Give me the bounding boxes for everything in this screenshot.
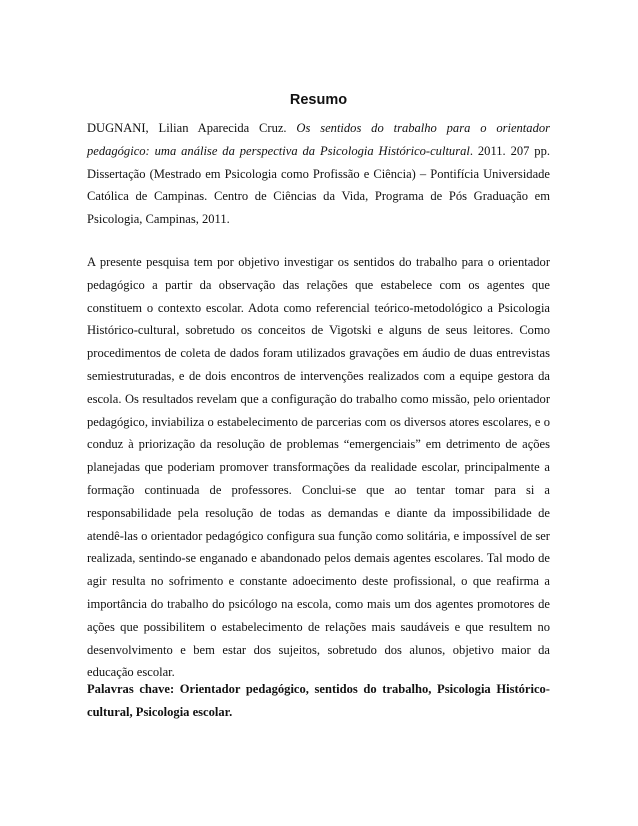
- abstract-line: escola. Os resultados revelam que a configuração do trabalho como missão, pelo orientador: [87, 391, 550, 406]
- abstract-line: procedimentos de coleta de dados foram utilizados gravações em áudio de duas entrevistas: [87, 346, 550, 361]
- keywords-line: Palavras chave: Orientador pedagógico, sentidos do trabalho, Psicologia Histórico-: [87, 682, 550, 696]
- reference-line: pedagógico: uma análise da perspectiva da Psicologia Histórico-cultural. 2011. 207 pp.: [87, 143, 550, 158]
- abstract-line: semiestruturadas, e de dois encontros de intervenções realizados com a equipe gestora da: [87, 368, 550, 383]
- abstract-line: A presente pesquisa tem por objetivo investigar os sentidos do trabalho para o orientador: [87, 255, 550, 269]
- reference-line: Católica de Campinas. Centro de Ciências da Vida, Programa de Pós Graduação em: [87, 189, 550, 204]
- reference-line: DUGNANI, Lilian Aparecida Cruz. Os sentidos do trabalho para o orientador: [87, 121, 550, 135]
- abstract-line: pedagógico, inviabiliza o estabelecimento de parcerias com os diversos atores escolares, e o: [87, 414, 550, 429]
- abstract-line: agir resulta no sofrimento e constante adoecimento deste profissional, o que reafirma a: [87, 574, 550, 589]
- abstract-line: pedagógico a partir da observação das relações que estabelece com os agentes que: [87, 277, 550, 292]
- abstract-line: responsabilidade pela resolução de todas as demandas e diante da impossibilidade de: [87, 505, 550, 520]
- abstract-line: planejadas que poderiam promover transformações da realidade escolar, principalmente a: [87, 460, 550, 475]
- abstract-line: realizada, sentindo-se enganado e abandonado pelos demais agentes escolares. Tal modo de: [87, 551, 550, 566]
- bibliographic-reference: [87, 117, 550, 231]
- abstract-line: constituem o contexto escolar. Adota como referencial teórico-metodológico a Psicologia: [87, 300, 550, 315]
- keywords: [87, 678, 550, 724]
- abstract-line: conduz à priorização da resolução de problemas “emergenciais” em detrimento de ações: [87, 437, 550, 452]
- reference-line: Dissertação (Mestrado em Psicologia como Profissão e Ciência) – Pontifícia Universidade: [87, 166, 550, 181]
- reference-line: Psicologia, Campinas, 2011.: [87, 212, 230, 227]
- abstract-line: importância do trabalho do psicólogo na escola, como mais um dos agentes promotores de: [87, 596, 550, 611]
- abstract-line: atendê-las o orientador pedagógico configura sua função como solitária, e impossível de ser: [87, 528, 550, 543]
- abstract-line: ações que possibilitem o estabelecimento de relações mais saudáveis e que resultem no: [87, 619, 550, 634]
- abstract-title: Resumo: [289, 92, 348, 108]
- abstract-line: Histórico-cultural, sobretudo os conceitos de Vigotski e alguns de seus leitores. Como: [87, 323, 550, 338]
- abstract-line: educação escolar.: [87, 665, 175, 680]
- abstract-line: formação continuada de professores. Conclui-se que ao tentar tomar para si a: [87, 482, 550, 497]
- abstract-body: [87, 251, 550, 684]
- keywords-line: cultural, Psicologia escolar.: [87, 704, 233, 719]
- abstract-line: desenvolvimento e bem estar dos sujeitos, sobretudo dos alunos, objetivo maior da: [87, 642, 550, 657]
